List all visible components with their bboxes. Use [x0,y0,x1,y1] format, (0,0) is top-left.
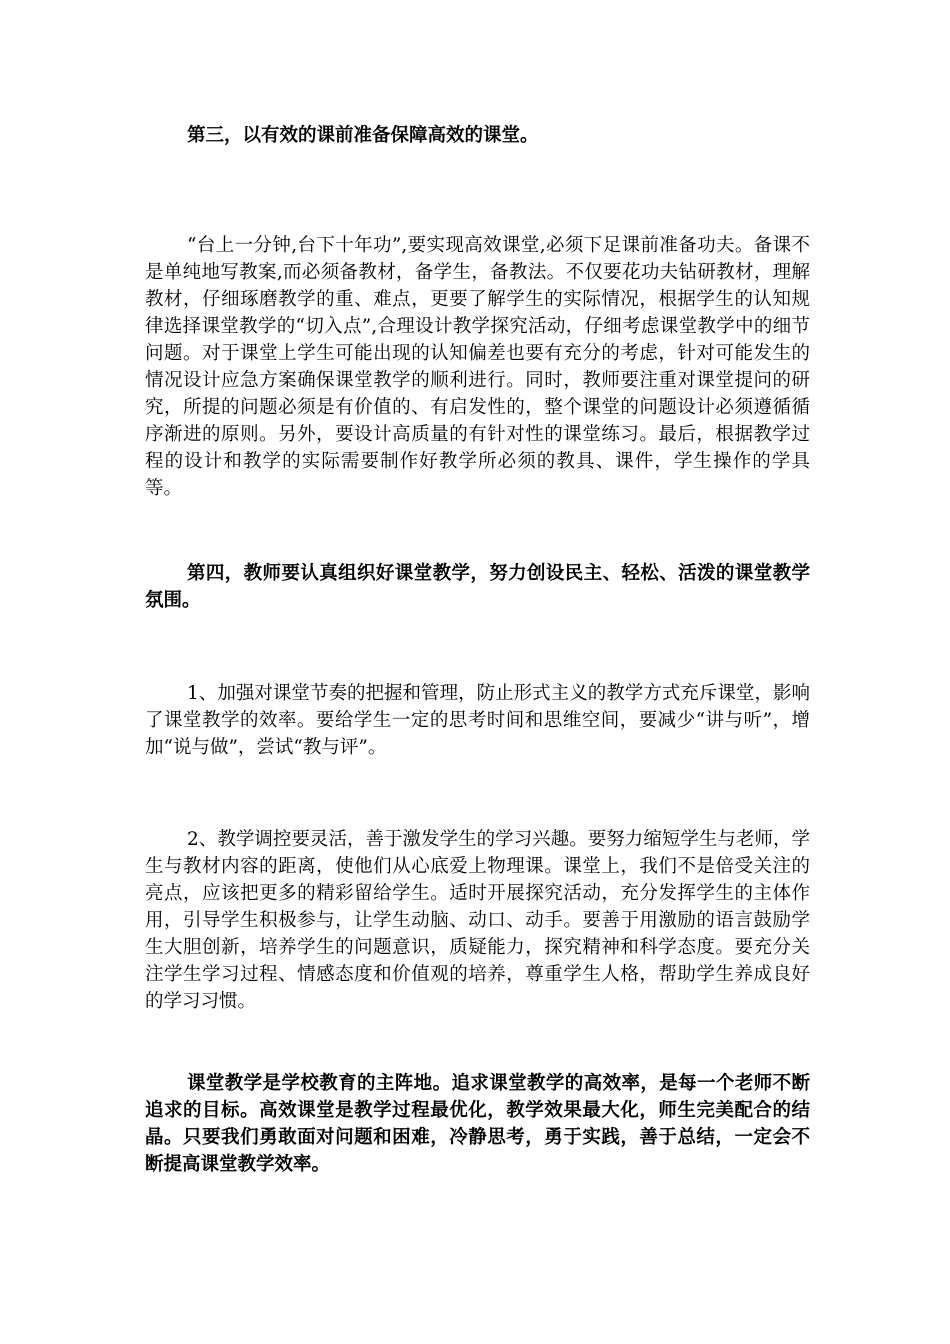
section-heading-third: 第三，以有效的课前准备保障高效的课堂。 [187,125,539,146]
document-page [145,0,810,1344]
paragraph-lesson-preparation: “台上一分钟,台下十年功”,要实现高效课堂,必须下足课前准备功夫。备课不是单纯地写教案,而必须备教材，备学生，备教法。不仅要花功夫钻研教材，理解教材，仔细琢磨教学的重、难点，更要了解学生的实际情况，根据学生的认知规律选择课堂教学的“切入点”,合理设计教学探究活动，仔细考虑课堂教学中的细节问题。对于课堂上学生可能出现的认知偏差也要有充分的考虑，针对可能发生的情况设计应急方案确保课堂教学的顺利进行。同时，教师要注重对课堂提问的研究，所提的问题必须是有价值的、有启发性的，整个课堂的问题设计必须遵循循序渐进的原则。另外，要设计高质量的有针对性的课堂练习。最后，根据教学过程的设计和教学的实际需要制作好教学所必须的教具、课件，学生操作的学具等。 [145,235,810,499]
paragraph-conclusion: 课堂教学是学校教育的主阵地。追求课堂教学的高效率，是每一个老师不断追求的目标。高效课堂是教学过程最优化，教学效果最大化，师生完美配合的结晶。只要我们勇敢面对问题和困难，冷静思考，勇于实践，善于总结，一定会不断提高课堂教学效率。 [145,1073,810,1175]
section-heading-fourth: 第四，教师要认真组织好课堂教学，努力创设民主、轻松、活泼的课堂教学氛围。 [145,563,810,611]
paragraph-flexible-control: 2、教学调控要灵活，善于激发学生的学习兴趣。要努力缩短学生与老师，学生与教材内容的距离，使他们从心底爱上物理课。课堂上，我们不是倍受关注的亮点，应该把更多的精彩留给学生。适时开展探究活动，充分发挥学生的主体作用，引导学生积极参与，让学生动脑、动口、动手。要善于用激励的语言鼓励学生大胆创新，培养学生的问题意识，质疑能力，探究精神和科学态度。要充分关注学生学习过程、情感态度和价值观的培养，尊重学生人格，帮助学生养成良好的学习习惯。 [145,829,810,1012]
paragraph-rhythm-management: 1、加强对课堂节奏的把握和管理，防止形式主义的教学方式充斥课堂，影响了课堂教学的效率。要给学生一定的思考时间和思维空间，要减少“讲与听”，增加“说与做”，尝试“教与评”。 [145,683,810,758]
